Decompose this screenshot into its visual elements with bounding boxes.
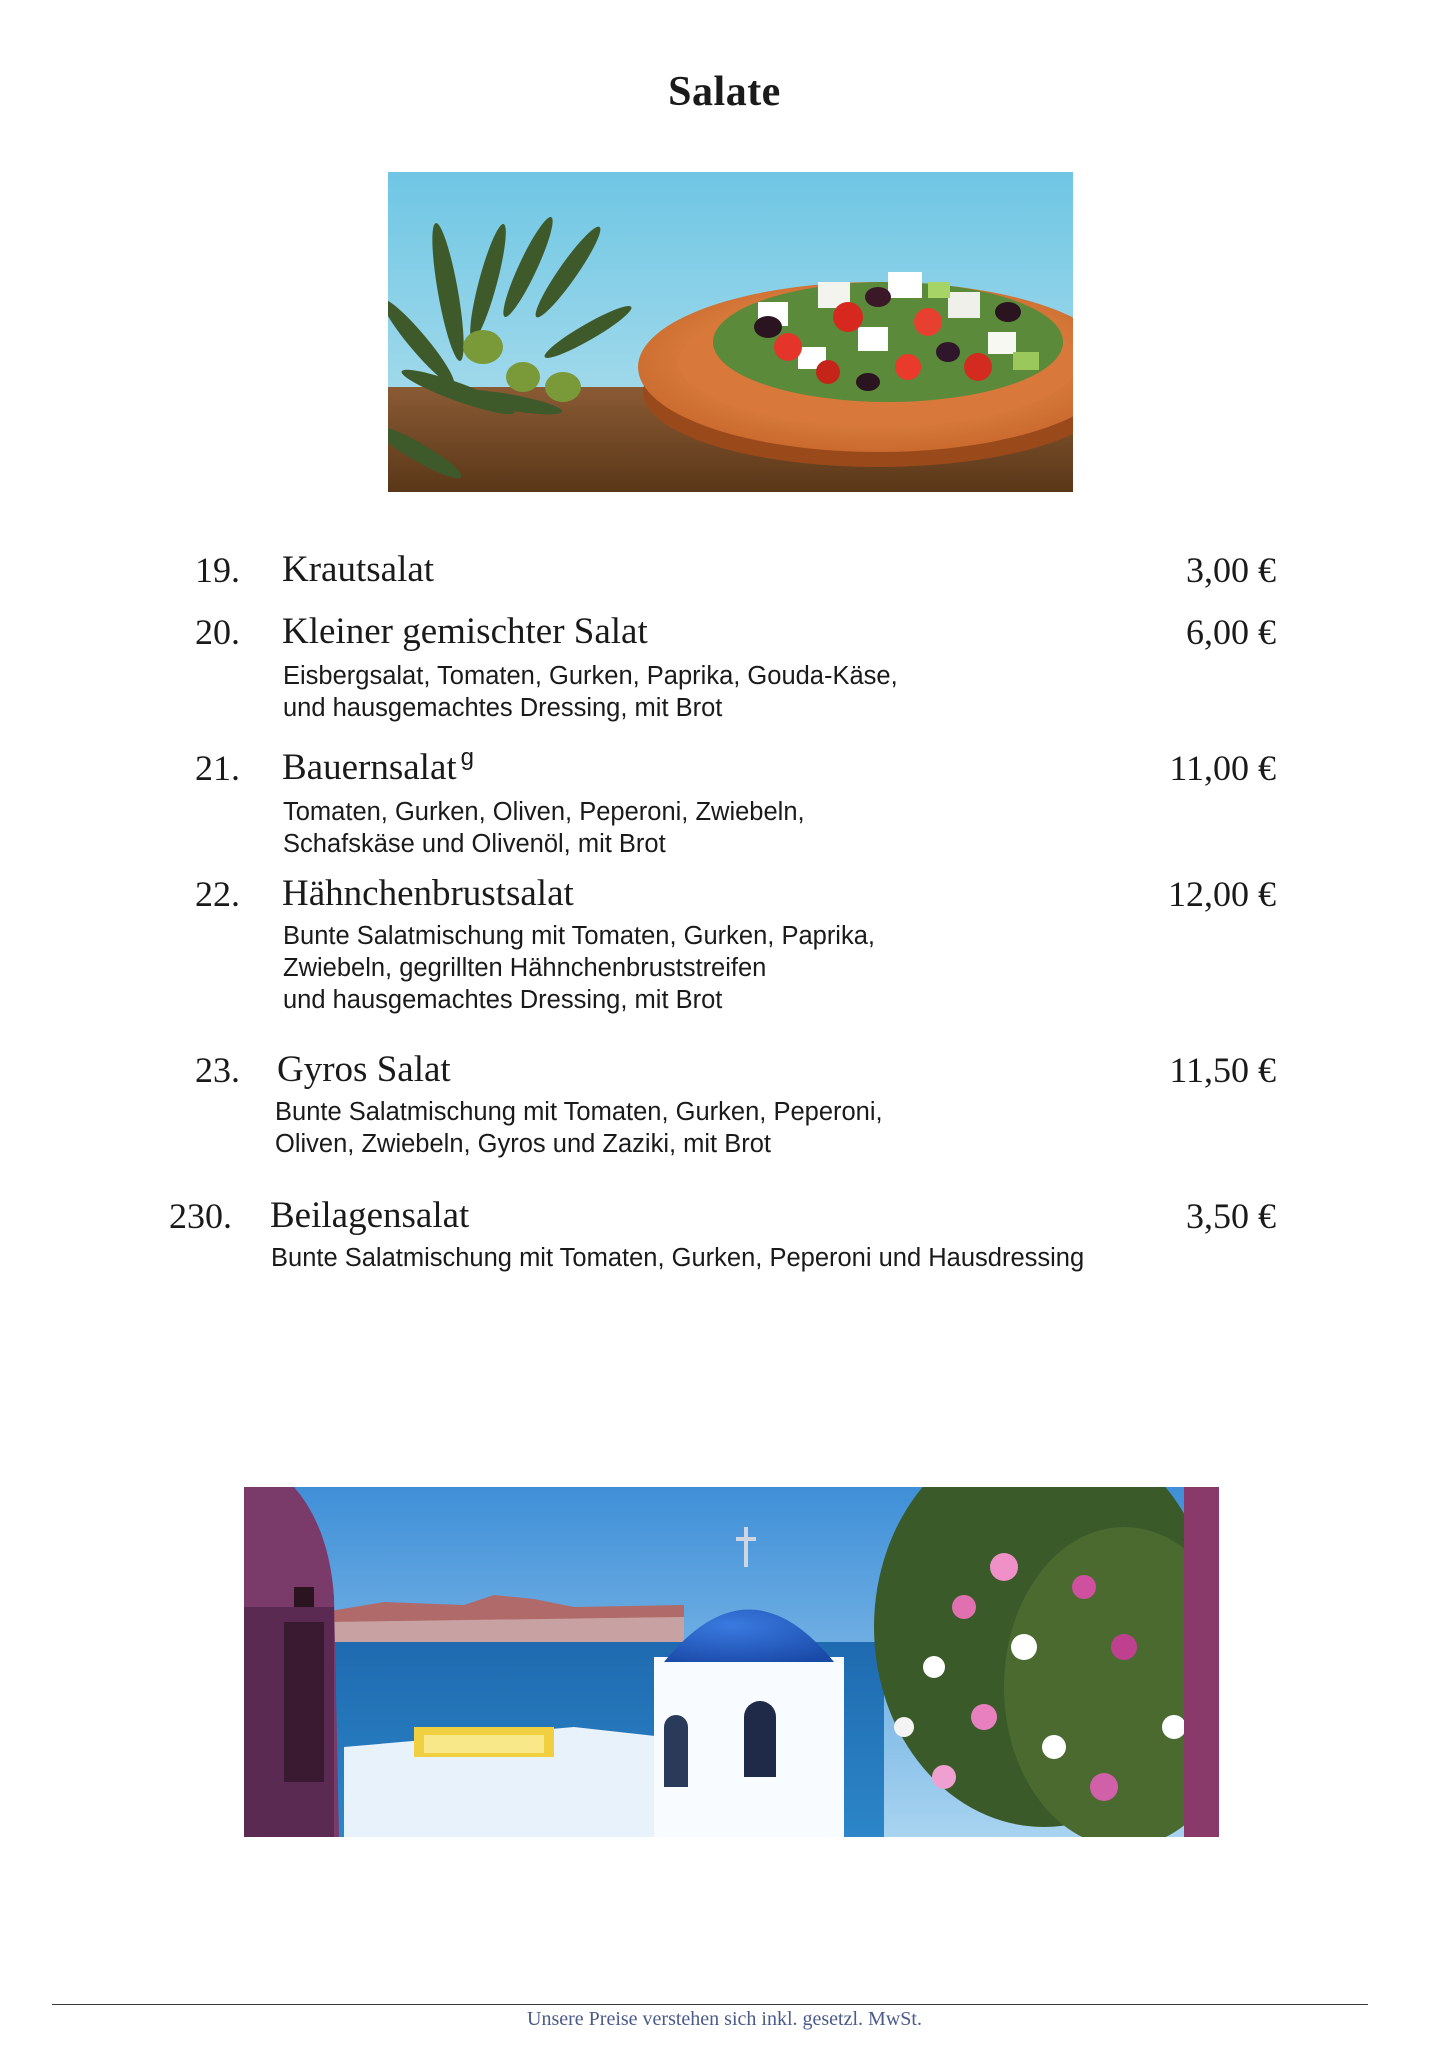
item-description-line: und hausgemachtes Dressing, mit Brot <box>283 986 723 1014</box>
item-name: Gyros Salat <box>277 1049 451 1090</box>
item-description-line: Schafskäse und Olivenöl, mit Brot <box>283 830 666 858</box>
item-name: Hähnchenbrustsalat <box>282 873 574 914</box>
item-price: 12,00 € <box>1168 874 1276 914</box>
salad-photo <box>388 172 1073 492</box>
item-number: 23. <box>195 1050 240 1090</box>
item-description-line: Zwiebeln, gegrillten Hähnchenbruststreifen <box>283 954 767 982</box>
item-description-line: und hausgemachtes Dressing, mit Brot <box>283 694 723 722</box>
item-price: 11,50 € <box>1169 1050 1276 1090</box>
footer-divider <box>52 2004 1368 2005</box>
page-title: Salate <box>668 69 781 115</box>
allergen-superscript: g <box>460 744 475 771</box>
item-number: 230. <box>169 1196 232 1236</box>
item-name: Krautsalat <box>282 549 435 590</box>
item-number: 21. <box>195 748 240 788</box>
item-name <box>282 746 474 790</box>
item-price: 3,50 € <box>1186 1196 1276 1236</box>
item-description-line: Bunte Salatmischung mit Tomaten, Gurken, Peperoni, <box>275 1098 883 1126</box>
item-description-line: Tomaten, Gurken, Oliven, Peperoni, Zwiebeln, <box>283 798 805 826</box>
item-number: 19. <box>195 550 240 590</box>
item-number: 20. <box>195 612 240 652</box>
item-price: 3,00 € <box>1186 550 1276 590</box>
item-description-line: Eisbergsalat, Tomaten, Gurken, Paprika, Gouda-Käse, <box>283 662 898 690</box>
item-description-line: Bunte Salatmischung mit Tomaten, Gurken, Peperoni und Hausdressing <box>271 1244 1085 1272</box>
footer-note: Unsere Preise verstehen sich inkl. gesetzl. MwSt. <box>527 2008 922 2030</box>
item-name-text: Bauernsalat <box>282 747 457 788</box>
item-description-line: Oliven, Zwiebeln, Gyros und Zaziki, mit Brot <box>275 1130 771 1158</box>
item-number: 22. <box>195 874 240 914</box>
santorini-photo <box>244 1487 1219 1837</box>
item-price: 11,00 € <box>1169 748 1276 788</box>
item-price: 6,00 € <box>1186 612 1276 652</box>
item-name: Beilagensalat <box>270 1195 470 1236</box>
item-description-line: Bunte Salatmischung mit Tomaten, Gurken, Paprika, <box>283 922 875 950</box>
item-name: Kleiner gemischter Salat <box>282 611 648 652</box>
